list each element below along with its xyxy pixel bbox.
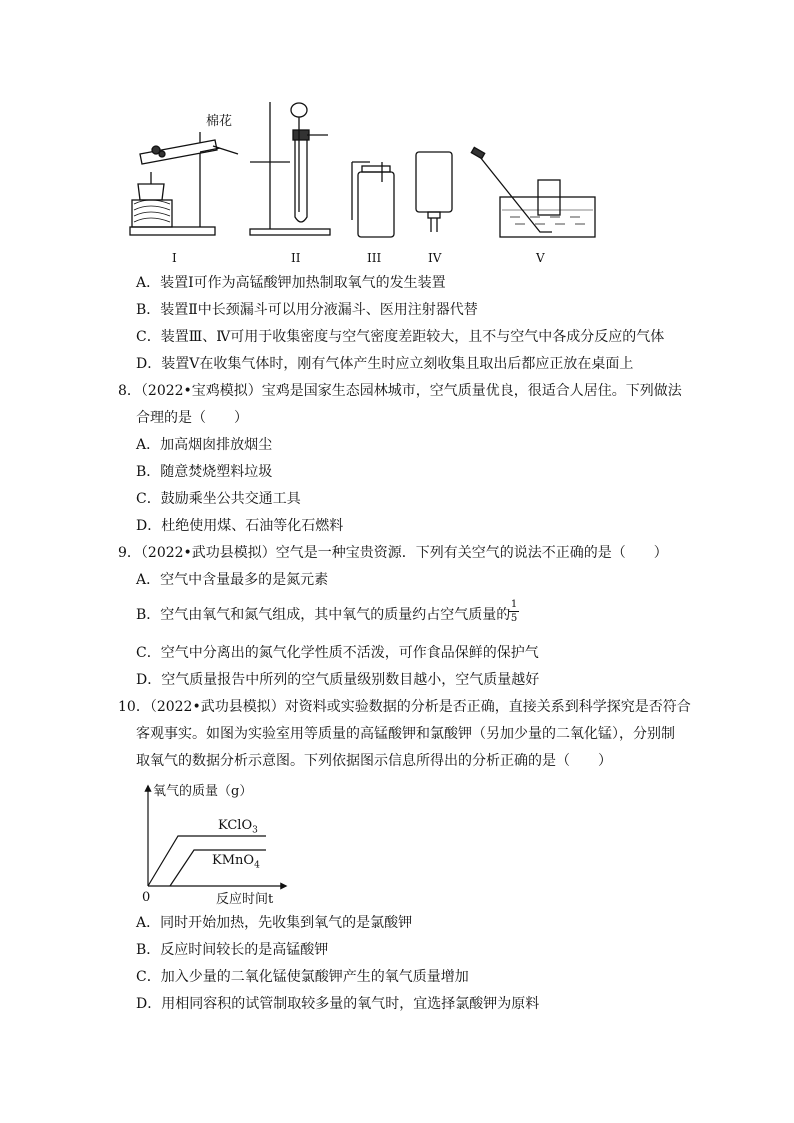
q10-option-a: A．同时开始加热，先收集到氧气的是氯酸钾 — [136, 915, 413, 931]
kclo3-subscript: 3 — [252, 825, 258, 836]
q8-stem-line-2: 合理的是（ ） — [136, 410, 248, 426]
q10-option-c: C．加入少量的二氧化锰使氯酸钾产生的氧气质量增加 — [136, 969, 469, 985]
q8-option-c: C．鼓励乘坐公共交通工具 — [136, 491, 301, 507]
apparatus-4-inverted-bottle — [416, 152, 452, 232]
q8-option-d: D．杜绝使用煤、石油等化石燃料 — [136, 518, 344, 534]
q7-option-b: B．装置Ⅱ中长颈漏斗可以用分液漏斗、医用注射器代替 — [136, 302, 478, 318]
chart-origin: 0 — [142, 890, 151, 905]
q9-stem: 9．（2022•武功县模拟）空气是一种宝贵资源．下列有关空气的说法不正确的是（ ） — [118, 545, 668, 561]
q7-option-c: C．装置Ⅲ、Ⅳ可用于收集密度与空气密度差距较大，且不与空气中各成分反应的气体 — [136, 329, 665, 345]
apparatus-label-4: IV — [428, 251, 442, 265]
q10-stem-line-2: 客观事实。如图为实验室用等质量的高锰酸钾和氯酸钾（另加少量的二氧化锰），分别制 — [136, 726, 675, 742]
chart-kclo3-label — [218, 818, 258, 836]
kmno4-subscript: 4 — [254, 860, 260, 871]
q9-option-a: A．空气中含量最多的是氮元素 — [136, 572, 329, 588]
apparatus-figure — [120, 92, 600, 267]
apparatus-label-5: V — [536, 251, 545, 265]
q10-option-d: D．用相同容积的试管制取较多量的氧气时，宜选择氯酸钾为原料 — [136, 996, 540, 1012]
q10-stem-line-1: 10．（2022•武功县模拟）对资料或实验数据的分析是否正确，直接关系到科学探究是否符合 — [118, 699, 691, 715]
q9-option-d: D．空气质量报告中所列的空气质量级别数目越小，空气质量越好 — [136, 672, 540, 688]
apparatus-3-gas-bottle — [352, 162, 394, 237]
apparatus-label-2: II — [291, 251, 301, 265]
apparatus-label-1: I — [172, 251, 177, 265]
fraction-bar — [509, 611, 519, 612]
fraction-denominator: 5 — [510, 613, 518, 624]
q8-option-a: A．加高烟囱排放烟尘 — [136, 437, 273, 453]
apparatus-label-3: III — [367, 251, 382, 265]
q7-option-a: A．装置Ⅰ可作为高锰酸钾加热制取氧气的发生装置 — [136, 275, 446, 291]
q9-option-b — [136, 605, 510, 625]
chart-x-label: 反应时间t — [216, 892, 274, 907]
apparatus-2-tube-funnel — [250, 102, 330, 235]
q9-option-c: C．空气中分离出的氮气化学性质不活泼，可作食品保鲜的保护气 — [136, 645, 539, 661]
q9-fraction — [509, 599, 519, 624]
chart-kmno4-label — [212, 853, 260, 871]
chart-y-label: 氧气的质量（g） — [153, 784, 253, 799]
q10-stem-line-3: 取氧气的数据分析示意图。下列依据图示信息所得出的分析正确的是（ ） — [136, 753, 612, 769]
fraction-numerator: 1 — [510, 599, 518, 610]
q8-option-b: B．随意焚烧塑料垃圾 — [136, 464, 273, 480]
q9-option-b-text: B．空气由氧气和氮气组成，其中氧气的质量约占空气质量的 — [136, 607, 511, 623]
q10-option-b: B．反应时间较长的是高锰酸钾 — [136, 942, 329, 958]
q7-option-d: D．装置Ⅴ在收集气体时，刚有气体产生时应立刻收集且取出后都应正放在桌面上 — [136, 356, 634, 372]
q8-stem-line-1: 8．（2022•宝鸡模拟）宝鸡是国家生态园林城市，空气质量优良，很适合人居住。下列做法 — [118, 383, 682, 399]
cotton-label: 棉花 — [206, 114, 233, 129]
apparatus-1-heating-setup — [130, 132, 238, 235]
kmno4-text: KMnO — [212, 853, 255, 868]
apparatus-5-water-trough — [471, 147, 595, 237]
kclo3-text: KClO — [218, 818, 253, 833]
